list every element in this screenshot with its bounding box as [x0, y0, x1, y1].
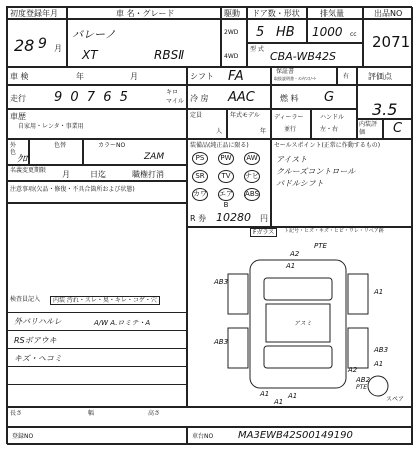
change-day-label: 日迄: [90, 170, 106, 179]
usage-label: 車歴: [10, 112, 26, 121]
first-reg-label: 初度登録年月: [10, 9, 58, 18]
sales-label: セールスポイント(正常に作動するもの): [274, 142, 381, 149]
mileage-cell: [7, 85, 187, 109]
note-rule-3: [8, 348, 188, 349]
model-label: 型 式: [250, 46, 264, 53]
sales-cell: [271, 139, 413, 227]
ac-value: AAC: [228, 90, 255, 105]
displacement-label-cell: [307, 7, 363, 19]
interior-cell: [383, 119, 413, 139]
displacement-cell: [307, 19, 363, 43]
mark-a1-bottom2: A1: [288, 392, 298, 400]
frame-no-label: 車台NO: [192, 433, 214, 440]
drive-2wd: 2WD: [224, 29, 239, 36]
mark-a1-right: A1: [374, 288, 384, 296]
score-label: 評価点: [368, 72, 392, 81]
score-cell: [357, 85, 413, 119]
interior-label-cell: [357, 119, 383, 139]
lot-number: 2071: [372, 33, 411, 51]
shift-label: シフト: [190, 72, 214, 81]
spare-label: スペア: [386, 396, 405, 403]
warranty-cell: [271, 67, 337, 85]
first-reg-cell: [7, 19, 67, 67]
shift-cell: [187, 67, 271, 85]
equipment-item: エアB: [219, 190, 233, 209]
handle-label: ハンドル: [320, 114, 345, 121]
ext-color-value: ｸﾛ: [17, 154, 27, 165]
color-no-value: ZAM: [144, 152, 165, 162]
mile-label: マイル: [166, 98, 184, 105]
body-shape: HB: [276, 25, 295, 40]
color-no-label: カラーNO: [98, 142, 126, 149]
width-label: 幅: [88, 410, 95, 417]
diagram-legend: Fガラス: [250, 228, 277, 237]
doors-label: ドア数・形状: [252, 9, 300, 18]
mark-a2-top: A2: [290, 250, 300, 258]
note-line1b: A/W A.ロミテ・A: [94, 319, 151, 327]
interior-label: 内装評価: [359, 121, 378, 136]
color-no-cell: [83, 139, 187, 165]
score-value: 3.5: [372, 100, 398, 119]
drive-cell: [221, 19, 247, 67]
doors-value: 5: [256, 25, 265, 40]
mileage-value: 9 0 7 6 5: [54, 90, 130, 105]
frame-no-value: MA3EWB42S00149190: [238, 430, 353, 441]
ext-color-cell: [7, 139, 29, 165]
note-line3: キズ・ヘコミ: [14, 354, 62, 363]
grade1: XT: [82, 48, 98, 62]
note-rule-4: [8, 366, 188, 367]
model-year-unit: 年: [260, 128, 267, 135]
dealer-cell: [271, 109, 311, 139]
warranty-mark: 有: [343, 73, 350, 80]
reg-year: 28: [14, 36, 35, 55]
mark-a1-top: A1: [286, 262, 296, 270]
reg-no-cell: [7, 427, 187, 445]
grade2: RBSⅡ: [154, 48, 185, 62]
score-label-cell: [357, 67, 413, 85]
shift-value: FA: [228, 69, 244, 84]
meter-unit: 円: [260, 214, 268, 223]
handle-cell: [311, 109, 357, 139]
equipment-item: PW: [218, 152, 234, 165]
sales-line1: アイスト: [276, 155, 308, 164]
reg-month-unit: 月: [54, 44, 62, 53]
handle-sub: 左・右: [320, 126, 339, 133]
mark-a1-bottom3: A1: [260, 390, 270, 398]
ext-color-label: 外色: [10, 142, 17, 156]
mark-pte-bottom: PTE: [356, 384, 368, 391]
mark-a1-bottom: A1: [274, 398, 284, 406]
sales-line2: クルーズコントロール: [276, 167, 356, 176]
diagram-area: [187, 227, 413, 407]
meter-label: R 券: [190, 214, 207, 223]
meter-value: 10280: [216, 211, 251, 224]
usage-cell: [7, 109, 187, 139]
auction-sheet: [6, 6, 412, 444]
vc-year-label: 年: [76, 72, 84, 81]
dealer-label: ディーラー: [274, 114, 304, 121]
mark-ab3-right: AB3: [374, 346, 389, 354]
mark-a2-bottom: A2: [348, 366, 358, 374]
color-change-label: 色替: [54, 142, 67, 149]
mileage-label: 走行: [10, 94, 26, 103]
length-label: 長さ: [10, 410, 23, 417]
doors-cell: [247, 19, 307, 43]
ac-cell: [187, 85, 271, 109]
frame-no-cell: [187, 427, 413, 445]
abolish-label: 職権打消: [132, 170, 164, 179]
lot-label-cell: [363, 7, 413, 19]
doors-label-cell: [247, 7, 307, 19]
name-change-cell: [7, 165, 187, 181]
first-reg-label-cell: [7, 7, 67, 19]
inspector-options: 内装 汚れ・スレ・臭・キレ・コゲ・穴: [50, 296, 160, 305]
capacity-cell: [187, 109, 227, 139]
note-line2: RSボアウキ: [14, 336, 57, 345]
name-change-label: 名義変更期限: [10, 167, 47, 174]
car-name-label-cell: [67, 7, 221, 19]
drive-label-cell: [221, 7, 247, 19]
inspector-label: 検査員記入: [10, 296, 41, 303]
drive-label: 駆動: [224, 9, 240, 18]
change-month-label: 月: [62, 170, 70, 179]
car-name: バレーノ: [72, 28, 116, 41]
displacement-label: 排気量: [320, 9, 344, 18]
lot-label: 出品NO: [374, 9, 403, 18]
warranty-mark-cell: [337, 67, 357, 85]
reg-no-label: 登録NO: [12, 433, 34, 440]
mark-ab2: AB2: [356, 376, 371, 384]
interior-value: C: [393, 121, 403, 136]
equipment-cell: [187, 139, 271, 227]
fuel-cell: [271, 85, 357, 109]
dealer-sub: 並行: [284, 126, 297, 133]
equipment-item: SR: [192, 170, 208, 183]
equipment-label: 装備品(純正品に限る): [190, 142, 249, 149]
note-rule-1: [8, 312, 188, 313]
warranty-sub: 取扱説明書・ﾒﾝﾃﾅﾝｽﾉｰﾄ: [274, 76, 316, 81]
usage-sub: 自家用・レンタ・事業用: [18, 123, 84, 130]
height-label: 高さ: [148, 410, 161, 417]
model-cell: [247, 43, 363, 67]
drive-4wd: 4WD: [224, 53, 239, 60]
sales-line3: パドルシフト: [276, 179, 324, 188]
mark-ab3-left2: AB3: [214, 338, 229, 346]
model-year-cell: [227, 109, 271, 139]
diagram-center: アスミ: [294, 320, 312, 327]
note-rule-2: [8, 330, 188, 331]
color-change-cell: [29, 139, 83, 165]
capacity-label: 定員: [190, 112, 203, 119]
vehicle-check-cell: [7, 67, 187, 85]
note-line1: 外パリハルレ: [14, 317, 62, 326]
lot-cell: [363, 19, 413, 67]
fuel-value: G: [324, 90, 335, 105]
reg-month: 9: [38, 36, 47, 52]
vehicle-check-label: 車 検: [10, 72, 29, 81]
note-rule-5: [8, 384, 188, 385]
vc-month-label: 月: [130, 72, 138, 81]
displacement-value: 1000: [312, 25, 343, 39]
notes-label-cell: [7, 181, 187, 203]
fuel-label: 燃 料: [280, 94, 299, 103]
capacity-unit: 人: [216, 128, 223, 135]
model-value: CBA-WB42S: [270, 50, 336, 63]
equipment-item: ナビ: [244, 170, 260, 183]
mark-a1-right2: A1: [374, 360, 384, 368]
equipment-item: AW: [244, 152, 260, 165]
car-name-label: 車 名・グレード: [116, 9, 175, 18]
warranty-label: 保証書: [276, 68, 295, 75]
notes-label: 注意事項(欠品・修復・不具合箇所および状態): [10, 186, 135, 193]
mark-pte-top: PTE: [314, 242, 327, 250]
mark-ab3-left: AB3: [214, 278, 229, 286]
equipment-item: TV: [218, 170, 234, 183]
equipment-item: ABS: [244, 188, 260, 201]
diagram-legend2: ト記号・ヒズ・キズ・ヒビ・ワレ・リペア跡: [284, 228, 384, 234]
cc-unit: cc: [350, 31, 357, 38]
ac-label: 冷 房: [190, 94, 209, 103]
car-name-cell: [67, 19, 221, 67]
notes-area: [7, 203, 187, 407]
equipment-item: カワ: [192, 188, 208, 201]
km-label: キロ: [166, 89, 179, 96]
model-year-label: 年式モデル: [230, 112, 260, 119]
equipment-item: PS: [192, 152, 208, 165]
dimensions-row: [7, 407, 413, 427]
